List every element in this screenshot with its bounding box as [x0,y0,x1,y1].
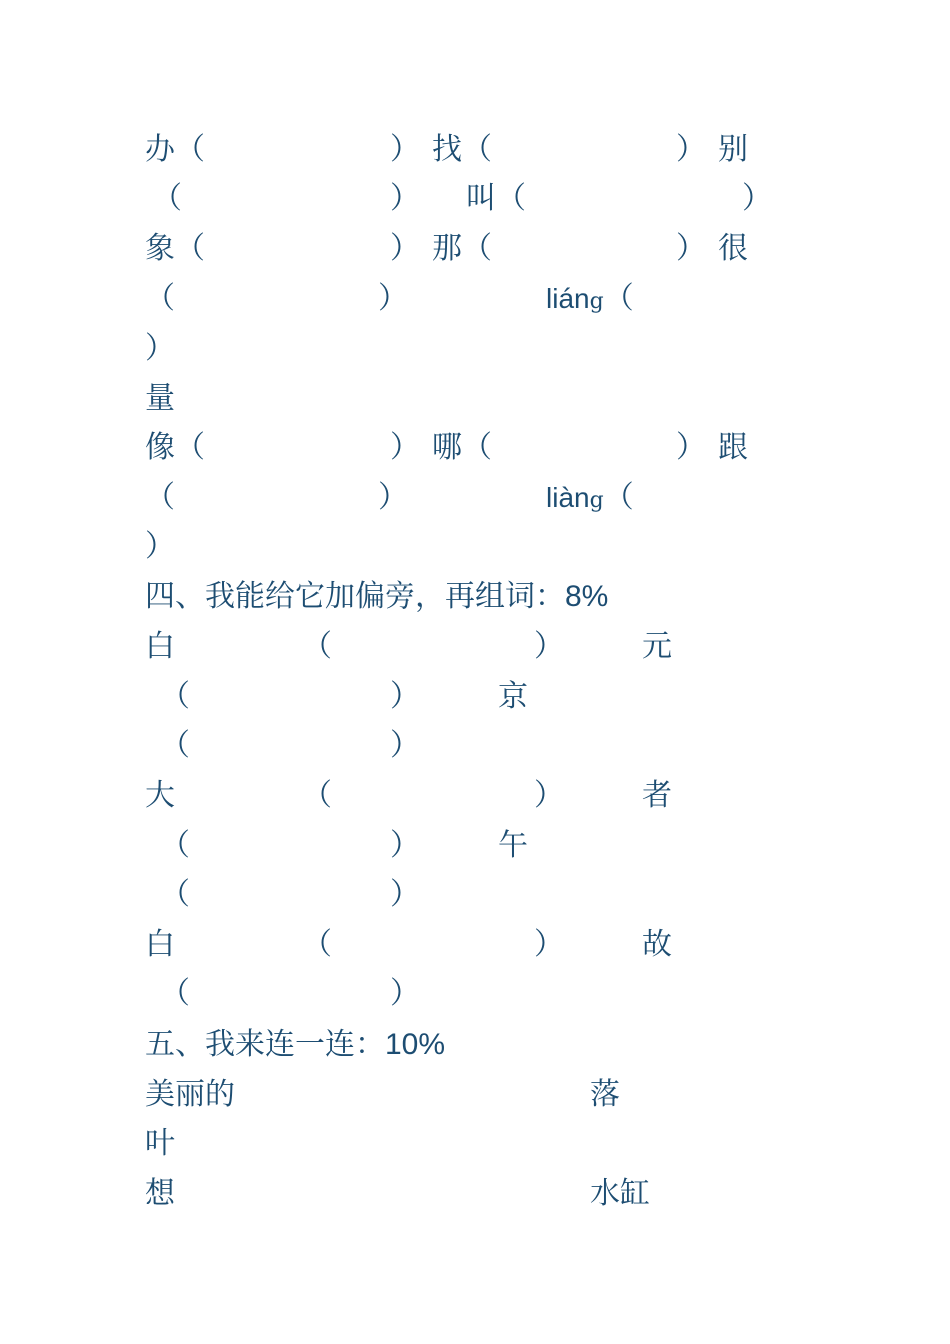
paren-close: ） [676,132,706,167]
paren-open: （ [302,629,332,664]
char-xiang: 象（ [145,231,205,266]
pinyin-liang-falling: liàng（ [546,480,634,515]
match-right-item: 落 [590,1077,620,1112]
paren-open: （ [160,976,190,1011]
paren-close: ） [534,927,564,962]
paren-close: ） [534,778,564,813]
paren-open: （ [145,480,175,515]
paren-open: （ [302,778,332,813]
radical-char: 者 [642,778,672,813]
paren-open: （ [302,927,332,962]
section5-heading: 五、我来连一连：10% [145,1027,446,1062]
match-right-item: 水缸 [590,1176,650,1211]
char-ban: 办（ [145,132,205,167]
char-hen: 很 [718,231,748,266]
paren-close: ） [390,728,420,763]
paren-close: ） [378,480,408,515]
radical-char: 白 [145,629,175,664]
paren-close: ） [676,231,706,266]
paren-close: ） [390,231,420,266]
paren-close: ） [145,331,175,366]
paren-close: ） [676,430,706,465]
radical-char: 京 [498,679,528,714]
paren-open: （ [160,679,190,714]
char-na: 那（ [432,231,492,266]
paren-close: ） [145,529,175,564]
radical-char: 白 [145,927,175,962]
radical-char: 大 [145,778,175,813]
paren-open: （ [160,828,190,863]
char-zhao: 找（ [432,132,492,167]
paren-close: ） [390,877,420,912]
char-bie: 别 [718,132,748,167]
paren-open: （ [145,281,175,316]
match-left-item: 美丽的 [145,1077,235,1112]
char-jiao: 叫（ [466,181,526,216]
paren-close: ） [390,430,420,465]
paren-open: （ [152,181,182,216]
match-left-item: 想 [145,1176,175,1211]
paren-close: ） [390,828,420,863]
paren-close: ） [390,132,420,167]
paren-close: ） [378,281,408,316]
paren-open: （ [160,877,190,912]
paren-close: ） [390,181,420,216]
radical-char: 元 [642,629,672,664]
char-gen: 跟 [718,430,748,465]
paren-open: （ [160,728,190,763]
paren-close: ） [390,679,420,714]
radical-char: 午 [498,828,528,863]
match-left-item: 叶 [145,1126,175,1161]
paren-close: ） [534,629,564,664]
paren-close: ） [390,976,420,1011]
radical-char: 故 [642,927,672,962]
char-xiang-person: 像（ [145,430,205,465]
paren-close: ） [742,181,772,216]
char-na-which: 哪（ [432,430,492,465]
section4-heading: 四、我能给它加偏旁，再组词：8% [145,579,609,614]
pinyin-liang-rising: liáng（ [546,281,634,316]
char-liang: 量 [145,381,175,416]
